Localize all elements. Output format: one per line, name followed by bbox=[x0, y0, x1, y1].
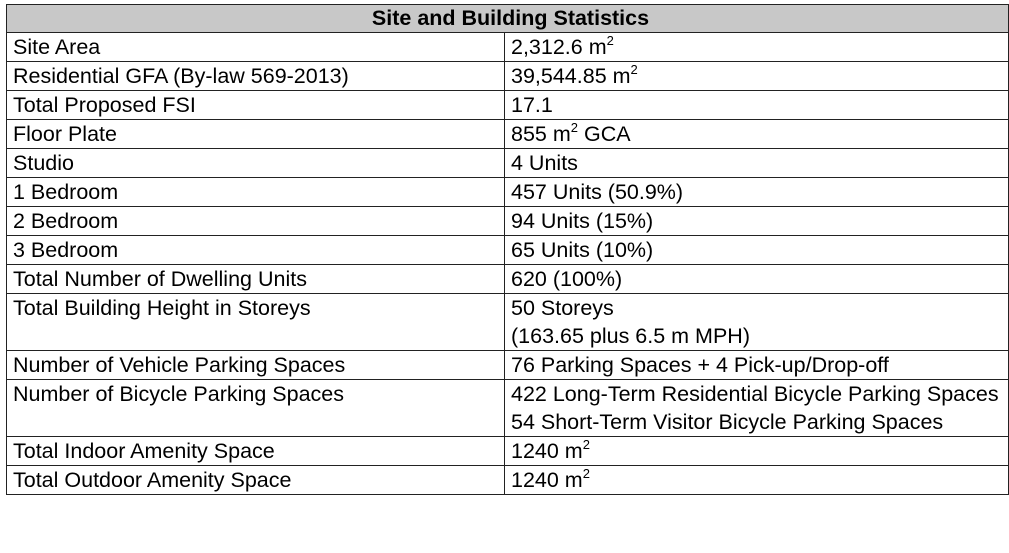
value-line: (163.65 plus 6.5 m MPH) bbox=[511, 324, 750, 348]
table-row bbox=[7, 351, 1009, 380]
table-row bbox=[7, 207, 1009, 236]
value-suffix: GCA bbox=[578, 122, 631, 146]
row-value: 17.1 bbox=[505, 91, 1009, 120]
row-label: Residential GFA (By-law 569-2013) bbox=[7, 62, 505, 91]
row-label: Site Area bbox=[7, 33, 505, 62]
site-building-statistics-table bbox=[6, 4, 1009, 495]
row-value: 65 Units (10%) bbox=[505, 236, 1009, 265]
table-row bbox=[7, 236, 1009, 265]
row-label: Total Building Height in Storeys bbox=[7, 294, 505, 351]
value-line: 422 Long-Term Residential Bicycle Parking Spaces bbox=[511, 382, 999, 406]
row-label: Number of Bicycle Parking Spaces bbox=[7, 380, 505, 437]
row-value bbox=[505, 294, 1009, 351]
table-row bbox=[7, 178, 1009, 207]
row-value bbox=[505, 33, 1009, 62]
table-row bbox=[7, 149, 1009, 178]
row-label: Number of Vehicle Parking Spaces bbox=[7, 351, 505, 380]
row-label: Studio bbox=[7, 149, 505, 178]
row-label: Floor Plate bbox=[7, 120, 505, 149]
row-label: 3 Bedroom bbox=[7, 236, 505, 265]
row-label: 2 Bedroom bbox=[7, 207, 505, 236]
row-label: Total Indoor Amenity Space bbox=[7, 437, 505, 466]
table-row bbox=[7, 62, 1009, 91]
row-value bbox=[505, 120, 1009, 149]
unit-superscript: 2 bbox=[630, 61, 638, 77]
table-row bbox=[7, 265, 1009, 294]
table-row bbox=[7, 294, 1009, 351]
row-label: Total Number of Dwelling Units bbox=[7, 265, 505, 294]
row-label: Total Outdoor Amenity Space bbox=[7, 466, 505, 495]
unit-superscript: 2 bbox=[582, 465, 590, 481]
row-value: 76 Parking Spaces + 4 Pick-up/Drop-off bbox=[505, 351, 1009, 380]
table-row bbox=[7, 380, 1009, 437]
row-label: Total Proposed FSI bbox=[7, 91, 505, 120]
table-row bbox=[7, 437, 1009, 466]
value-text: 39,544.85 m bbox=[511, 64, 631, 88]
table-row bbox=[7, 120, 1009, 149]
value-text: 2,312.6 m bbox=[511, 35, 607, 59]
row-value bbox=[505, 62, 1009, 91]
row-value: 457 Units (50.9%) bbox=[505, 178, 1009, 207]
table-row bbox=[7, 91, 1009, 120]
row-value: 4 Units bbox=[505, 149, 1009, 178]
table-row bbox=[7, 33, 1009, 62]
value-text: 855 m bbox=[511, 122, 571, 146]
row-value bbox=[505, 437, 1009, 466]
row-value bbox=[505, 380, 1009, 437]
table-header-row bbox=[7, 5, 1009, 33]
row-label: 1 Bedroom bbox=[7, 178, 505, 207]
row-value: 620 (100%) bbox=[505, 265, 1009, 294]
row-value bbox=[505, 466, 1009, 495]
unit-superscript: 2 bbox=[606, 32, 614, 48]
value-line: 50 Storeys bbox=[511, 296, 614, 320]
unit-superscript: 2 bbox=[582, 436, 590, 452]
row-value: 94 Units (15%) bbox=[505, 207, 1009, 236]
unit-superscript: 2 bbox=[570, 119, 578, 135]
value-text: 1240 m bbox=[511, 439, 583, 463]
value-text: 1240 m bbox=[511, 468, 583, 492]
table-row bbox=[7, 466, 1009, 495]
value-line: 54 Short-Term Visitor Bicycle Parking Spaces bbox=[511, 410, 944, 434]
table-title: Site and Building Statistics bbox=[7, 5, 1009, 33]
